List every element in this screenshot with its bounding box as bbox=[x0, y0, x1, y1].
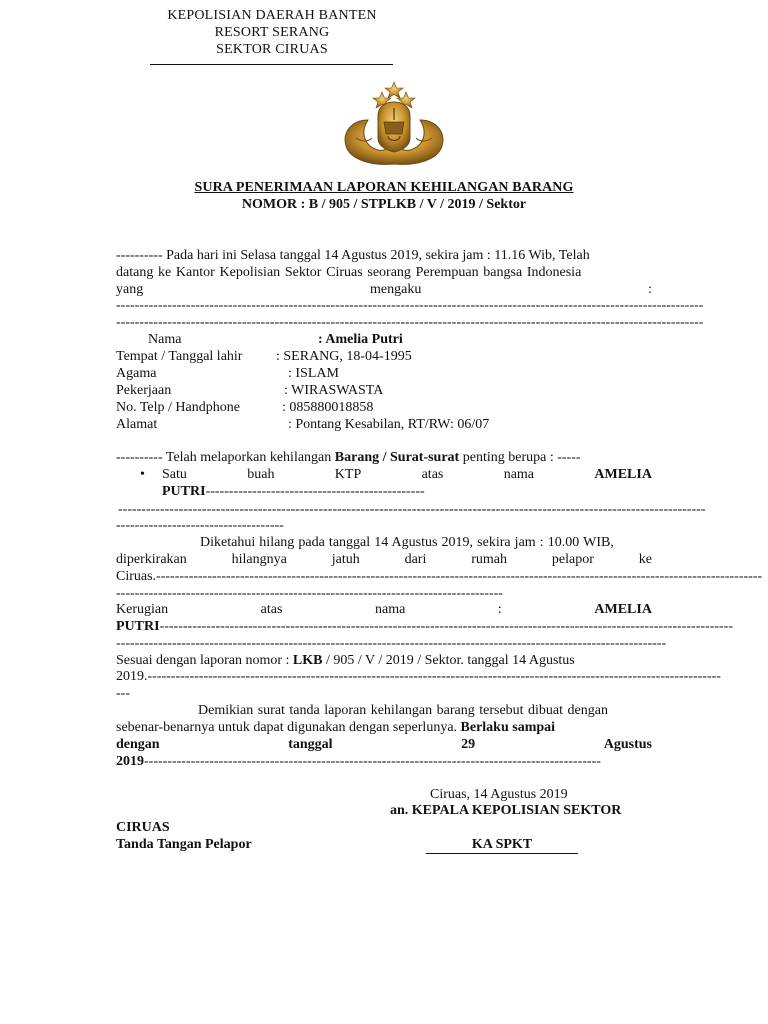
reporter-signature-label: Tanda Tangan Pelapor bbox=[116, 837, 252, 852]
intro-line-2-text: datang ke Kantor Kepolisian Sektor Ciruas seorang Perempuan bangsa Indonesia bbox=[116, 265, 582, 280]
dash-filler: --------------------------------------------------------------------------------------------------------------------------- bbox=[159, 619, 734, 634]
lost-word: hilangnya bbox=[231, 552, 287, 567]
lost-word: rumah bbox=[471, 552, 507, 567]
officer-signature-label: KA SPKT bbox=[426, 837, 578, 854]
identity-value-phone: : 085880018858 bbox=[282, 400, 374, 415]
item-word-owner: AMELIA bbox=[594, 467, 652, 482]
place-date: Ciruas, 14 Agustus 2019 bbox=[430, 787, 568, 802]
closing-year: 2019 bbox=[116, 754, 144, 769]
loss-word: : bbox=[497, 602, 502, 617]
loss-line-1 bbox=[116, 602, 652, 618]
letterhead-line-3: SEKTOR CIRUAS bbox=[216, 42, 328, 57]
identity-label-address: Alamat bbox=[116, 417, 158, 432]
identity-label-birth: Tempat / Tanggal lahir bbox=[116, 349, 243, 364]
identity-value-occupation: : WIRASWASTA bbox=[284, 383, 384, 398]
lost-word: ke bbox=[638, 552, 652, 567]
closing-line-3 bbox=[116, 737, 652, 753]
lost-word: diperkirakan bbox=[116, 552, 187, 567]
closing-text: sebenar-benarnya untuk dapat digunakan dengan seperlunya. bbox=[116, 720, 461, 735]
police-emblem bbox=[338, 80, 450, 172]
item-word: KTP bbox=[334, 467, 362, 482]
intro-word: mengaku bbox=[370, 282, 422, 297]
item-line-2 bbox=[162, 484, 425, 500]
refer-text bbox=[116, 653, 575, 669]
lost-line-2 bbox=[116, 552, 652, 568]
intro-line-3 bbox=[116, 282, 652, 298]
item-dash: ----------------------------------------------- bbox=[205, 484, 425, 499]
lost-word: dari bbox=[404, 552, 427, 567]
identity-value-religion: : ISLAM bbox=[288, 366, 339, 381]
refer-post: / 905 / V / 2019 / Sektor. tanggal 14 Agustus bbox=[322, 653, 575, 668]
item-line-1 bbox=[162, 467, 652, 483]
closing-word: 29 bbox=[461, 737, 476, 752]
dash-filler: ---------------------------------------------------------------------------------------------------------------------- bbox=[116, 636, 667, 651]
item-word: Satu bbox=[162, 467, 187, 482]
closing-valid: Berlaku sampai bbox=[460, 720, 556, 735]
loss-word: Kerugian bbox=[116, 602, 169, 617]
item-word: atas bbox=[421, 467, 444, 482]
letterhead-line-1: KEPOLISIAN DAERAH BANTEN bbox=[167, 8, 377, 23]
refer-line-2 bbox=[116, 669, 721, 685]
lost-line-3 bbox=[116, 569, 763, 585]
loss-word: atas bbox=[260, 602, 283, 617]
report-text: ---------- Telah melaporkan kehilangan bbox=[116, 450, 335, 465]
lost-word: jatuh bbox=[331, 552, 360, 567]
intro-line-2 bbox=[116, 265, 652, 281]
closing-word: dengan bbox=[116, 737, 160, 752]
dash-filler: -------------------------------------------------------------------------------------------------- bbox=[144, 754, 601, 769]
intro-word: yang bbox=[116, 282, 144, 297]
letterhead-rule bbox=[150, 64, 393, 65]
dash-filler: --------------------------------------------------------------------------------------------------------------------------- bbox=[147, 669, 721, 684]
item-word: nama bbox=[503, 467, 535, 482]
dash-filler: ----------------------------------------------------------------------------------- bbox=[116, 586, 503, 601]
loss-owner: AMELIA bbox=[594, 602, 652, 617]
closing-line-1: Demikian surat tanda laporan kehilangan barang tersebut dibuat dengan bbox=[198, 703, 608, 718]
lost-line-1: Diketahui hilang pada tanggal 14 Agustus 2019, sekira jam : 10.00 WIB, bbox=[200, 535, 614, 550]
dash-filler: ------------------------------------------------------------------------------------------------------------------------------ bbox=[118, 502, 706, 517]
closing-line-4 bbox=[116, 754, 601, 770]
identity-value-name: : Amelia Putri bbox=[318, 332, 403, 347]
signatory-on-behalf-2: CIRUAS bbox=[116, 820, 170, 835]
refer-pre: Sesuai dengan laporan nomor : bbox=[116, 653, 293, 668]
identity-label-phone: No. Telp / Handphone bbox=[116, 400, 240, 415]
intro-line-1: ---------- Pada hari ini Selasa tanggal 14 Agustus 2019, sekira jam : 11.16 Wib, Telah bbox=[116, 248, 590, 263]
dash-filler: ------------------------------------------------------------------------------------------------------------------------------ bbox=[116, 298, 704, 313]
report-text-end: penting berupa : ----- bbox=[459, 450, 581, 465]
identity-value-address: : Pontang Kesabilan, RT/RW: 06/07 bbox=[288, 417, 490, 432]
letterhead-line-2: RESORT SERANG bbox=[214, 25, 330, 40]
item-owner-surname: PUTRI bbox=[162, 484, 206, 499]
identity-label-occupation: Pekerjaan bbox=[116, 383, 172, 398]
signatory-on-behalf: an. KEPALA KEPOLISIAN SEKTOR bbox=[390, 803, 622, 818]
identity-value-birth: : SERANG, 18-04-1995 bbox=[276, 349, 412, 364]
document-number: NOMOR : B / 905 / STPLKB / V / 2019 / Sektor bbox=[241, 197, 527, 212]
refer-line-1 bbox=[116, 653, 652, 669]
dash-filler: ------------------------------------------------------------------------------------------------------------------------------ bbox=[116, 315, 704, 330]
refer-number: LKB bbox=[292, 653, 323, 668]
identity-label-religion: Agama bbox=[116, 366, 157, 381]
refer-year: 2019. bbox=[116, 669, 148, 684]
loss-owner-surname: PUTRI bbox=[116, 619, 160, 634]
refer-line-3: --- bbox=[116, 686, 130, 701]
report-bold-goods: Barang bbox=[334, 450, 380, 465]
closing-word: tanggal bbox=[288, 737, 333, 752]
loss-word: nama bbox=[375, 602, 406, 617]
dash-filler: --------------------------------------------------------------------------------------------------------------------------------- bbox=[160, 569, 763, 584]
bullet-icon: • bbox=[140, 467, 145, 482]
report-bold-docs: Surat-surat bbox=[390, 450, 460, 465]
lost-word: pelapor bbox=[551, 552, 594, 567]
closing-word: Agustus bbox=[603, 737, 652, 752]
report-line bbox=[116, 450, 581, 466]
lost-place: Ciruas.- bbox=[116, 569, 161, 584]
identity-label-name: Nama bbox=[148, 332, 182, 347]
closing-line-2 bbox=[116, 720, 555, 736]
document-title: SURA PENERIMAAN LAPORAN KEHILANGAN BARANG bbox=[194, 180, 574, 195]
dash-filler: ------------------------------------ bbox=[116, 518, 284, 533]
item-word: buah bbox=[247, 467, 275, 482]
intro-word: : bbox=[648, 282, 652, 297]
loss-line-2 bbox=[116, 619, 734, 635]
report-separator: / bbox=[379, 450, 390, 465]
